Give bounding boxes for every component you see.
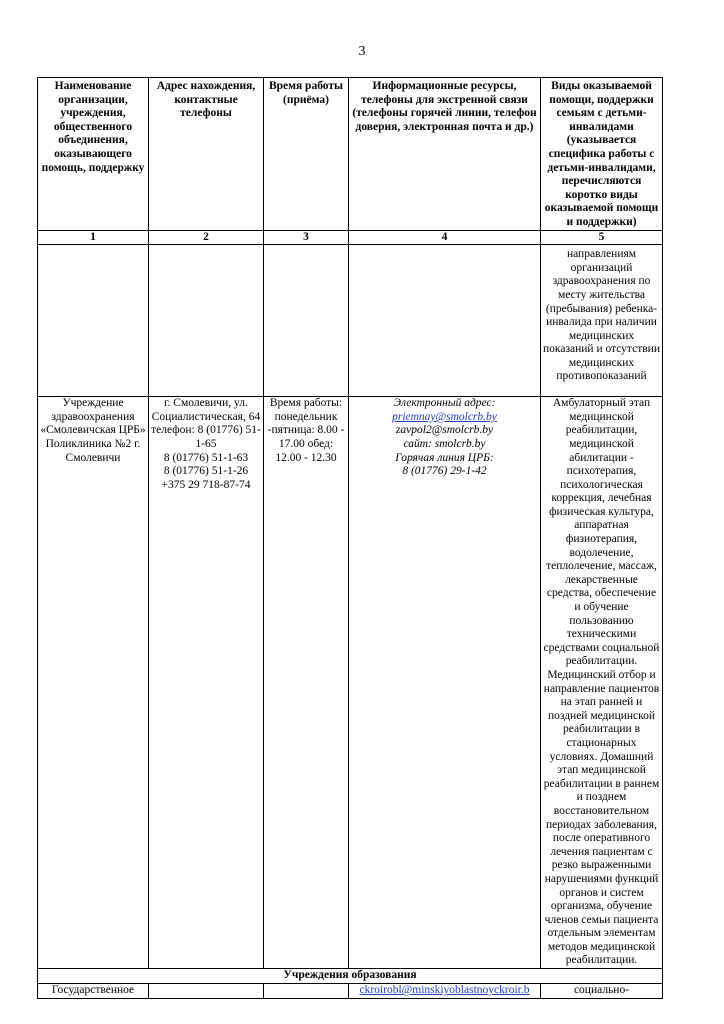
header-resources: Информационные ресурсы, телефоны для экстренной связи (телефоны горячей линии, телефон доверия, электронная почта и др.) bbox=[349, 78, 541, 231]
column-number: 5 bbox=[541, 230, 663, 245]
phone: +375 29 718-87-74 bbox=[161, 478, 251, 491]
table-row bbox=[38, 245, 663, 397]
empty-cell bbox=[149, 984, 264, 999]
empty-cell bbox=[264, 984, 349, 999]
column-number-row bbox=[38, 230, 663, 245]
website: сайт: smolcrb.by bbox=[403, 437, 486, 450]
hotline-phone: 8 (01776) 29-1-42 bbox=[402, 465, 487, 478]
email-label: Электронный адрес: bbox=[393, 397, 496, 410]
section-title: Учреждения образования bbox=[38, 969, 663, 984]
hotline-label: Горячая линия ЦРБ: bbox=[395, 451, 494, 464]
header-row bbox=[38, 78, 663, 231]
resources-cell bbox=[349, 397, 541, 969]
table-row bbox=[38, 397, 663, 969]
empty-cell bbox=[264, 245, 349, 397]
page-number: 3 bbox=[358, 44, 366, 59]
services-description: социально- bbox=[541, 984, 663, 999]
address: г. Смолевичи, ул. Социалистическая, 64 bbox=[151, 397, 261, 423]
email-secondary: zavpol2@smolcrb.by bbox=[395, 424, 494, 437]
column-number: 4 bbox=[349, 230, 541, 245]
organization-name: Учреждение здравоохранения «Смолевичская ЦРБ» Поликлиника №2 г. Смолевичи bbox=[38, 397, 149, 969]
column-number: 3 bbox=[264, 230, 349, 245]
section-row bbox=[38, 969, 663, 984]
continuation-services: направлениям организаций здравоохранения по месту жительства (пребывания) ребенка-инвалида при наличии медицинских показаний и отсутствии медицинских противопоказаний bbox=[541, 245, 663, 397]
email-link[interactable]: priemnay@smolcrb.by bbox=[392, 410, 497, 423]
phone: 8 (01776) 51-1-63 bbox=[163, 451, 249, 464]
header-address: Адрес нахождения, контактные телефоны bbox=[149, 78, 264, 231]
header-organization: Наименование организации, учреждения, общественного объединения, оказывающего помощь, поддержку bbox=[38, 78, 149, 231]
organization-name: Государственное bbox=[38, 984, 149, 999]
phone: 8 (01776) 51-1-26 bbox=[163, 465, 249, 478]
column-number: 2 bbox=[149, 230, 264, 245]
services-description: Амбулаторный этап медицинской реабилитации, медицинской абилитации - психотерапия, психологическая коррекция, лечебная физическая культура, аппаратная физиотерапия, водолечение, теплолечение, массаж, лекарственные средства, обеспечение и обучение пользованию техническими средствами социальной реабилитации. Медицинский отбор и направление пациентов на этап ранней и поздней медицинской реабилитации в стационарных условиях. Домашний этап медицинской реабилитации в раннем и позднем восстановительном периодах заболевания, после оперативного лечения пациентам с резко выраженными нарушениями функций органов и систем организма, обучение членов семьи пациента отдельным элементам методов медицинской реабилитации. bbox=[541, 397, 663, 969]
empty-cell bbox=[38, 245, 149, 397]
header-services: Виды оказываемой помощи, поддержки семьям с детьми-инвалидами (указывается специфика работы с детьми-инвалидами, перечисляются коротко виды оказываемой помощи и поддержки) bbox=[541, 78, 663, 231]
table-row bbox=[38, 984, 663, 999]
email-link[interactable]: ckroirobl@minskiyoblastnoyckroir.b bbox=[359, 984, 530, 997]
header-hours: Время работы (приёма) bbox=[264, 78, 349, 231]
services-table bbox=[37, 77, 663, 999]
empty-cell bbox=[149, 245, 264, 397]
column-number: 1 bbox=[38, 230, 149, 245]
address-cell bbox=[149, 397, 264, 969]
working-hours: Время работы: понедельник -пятница: 8.00 - 17.00 обед: 12.00 - 12.30 bbox=[264, 397, 349, 969]
email-cell bbox=[349, 984, 541, 999]
phone: телефон: 8 (01776) 51-1-65 bbox=[151, 424, 261, 450]
empty-cell bbox=[349, 245, 541, 397]
